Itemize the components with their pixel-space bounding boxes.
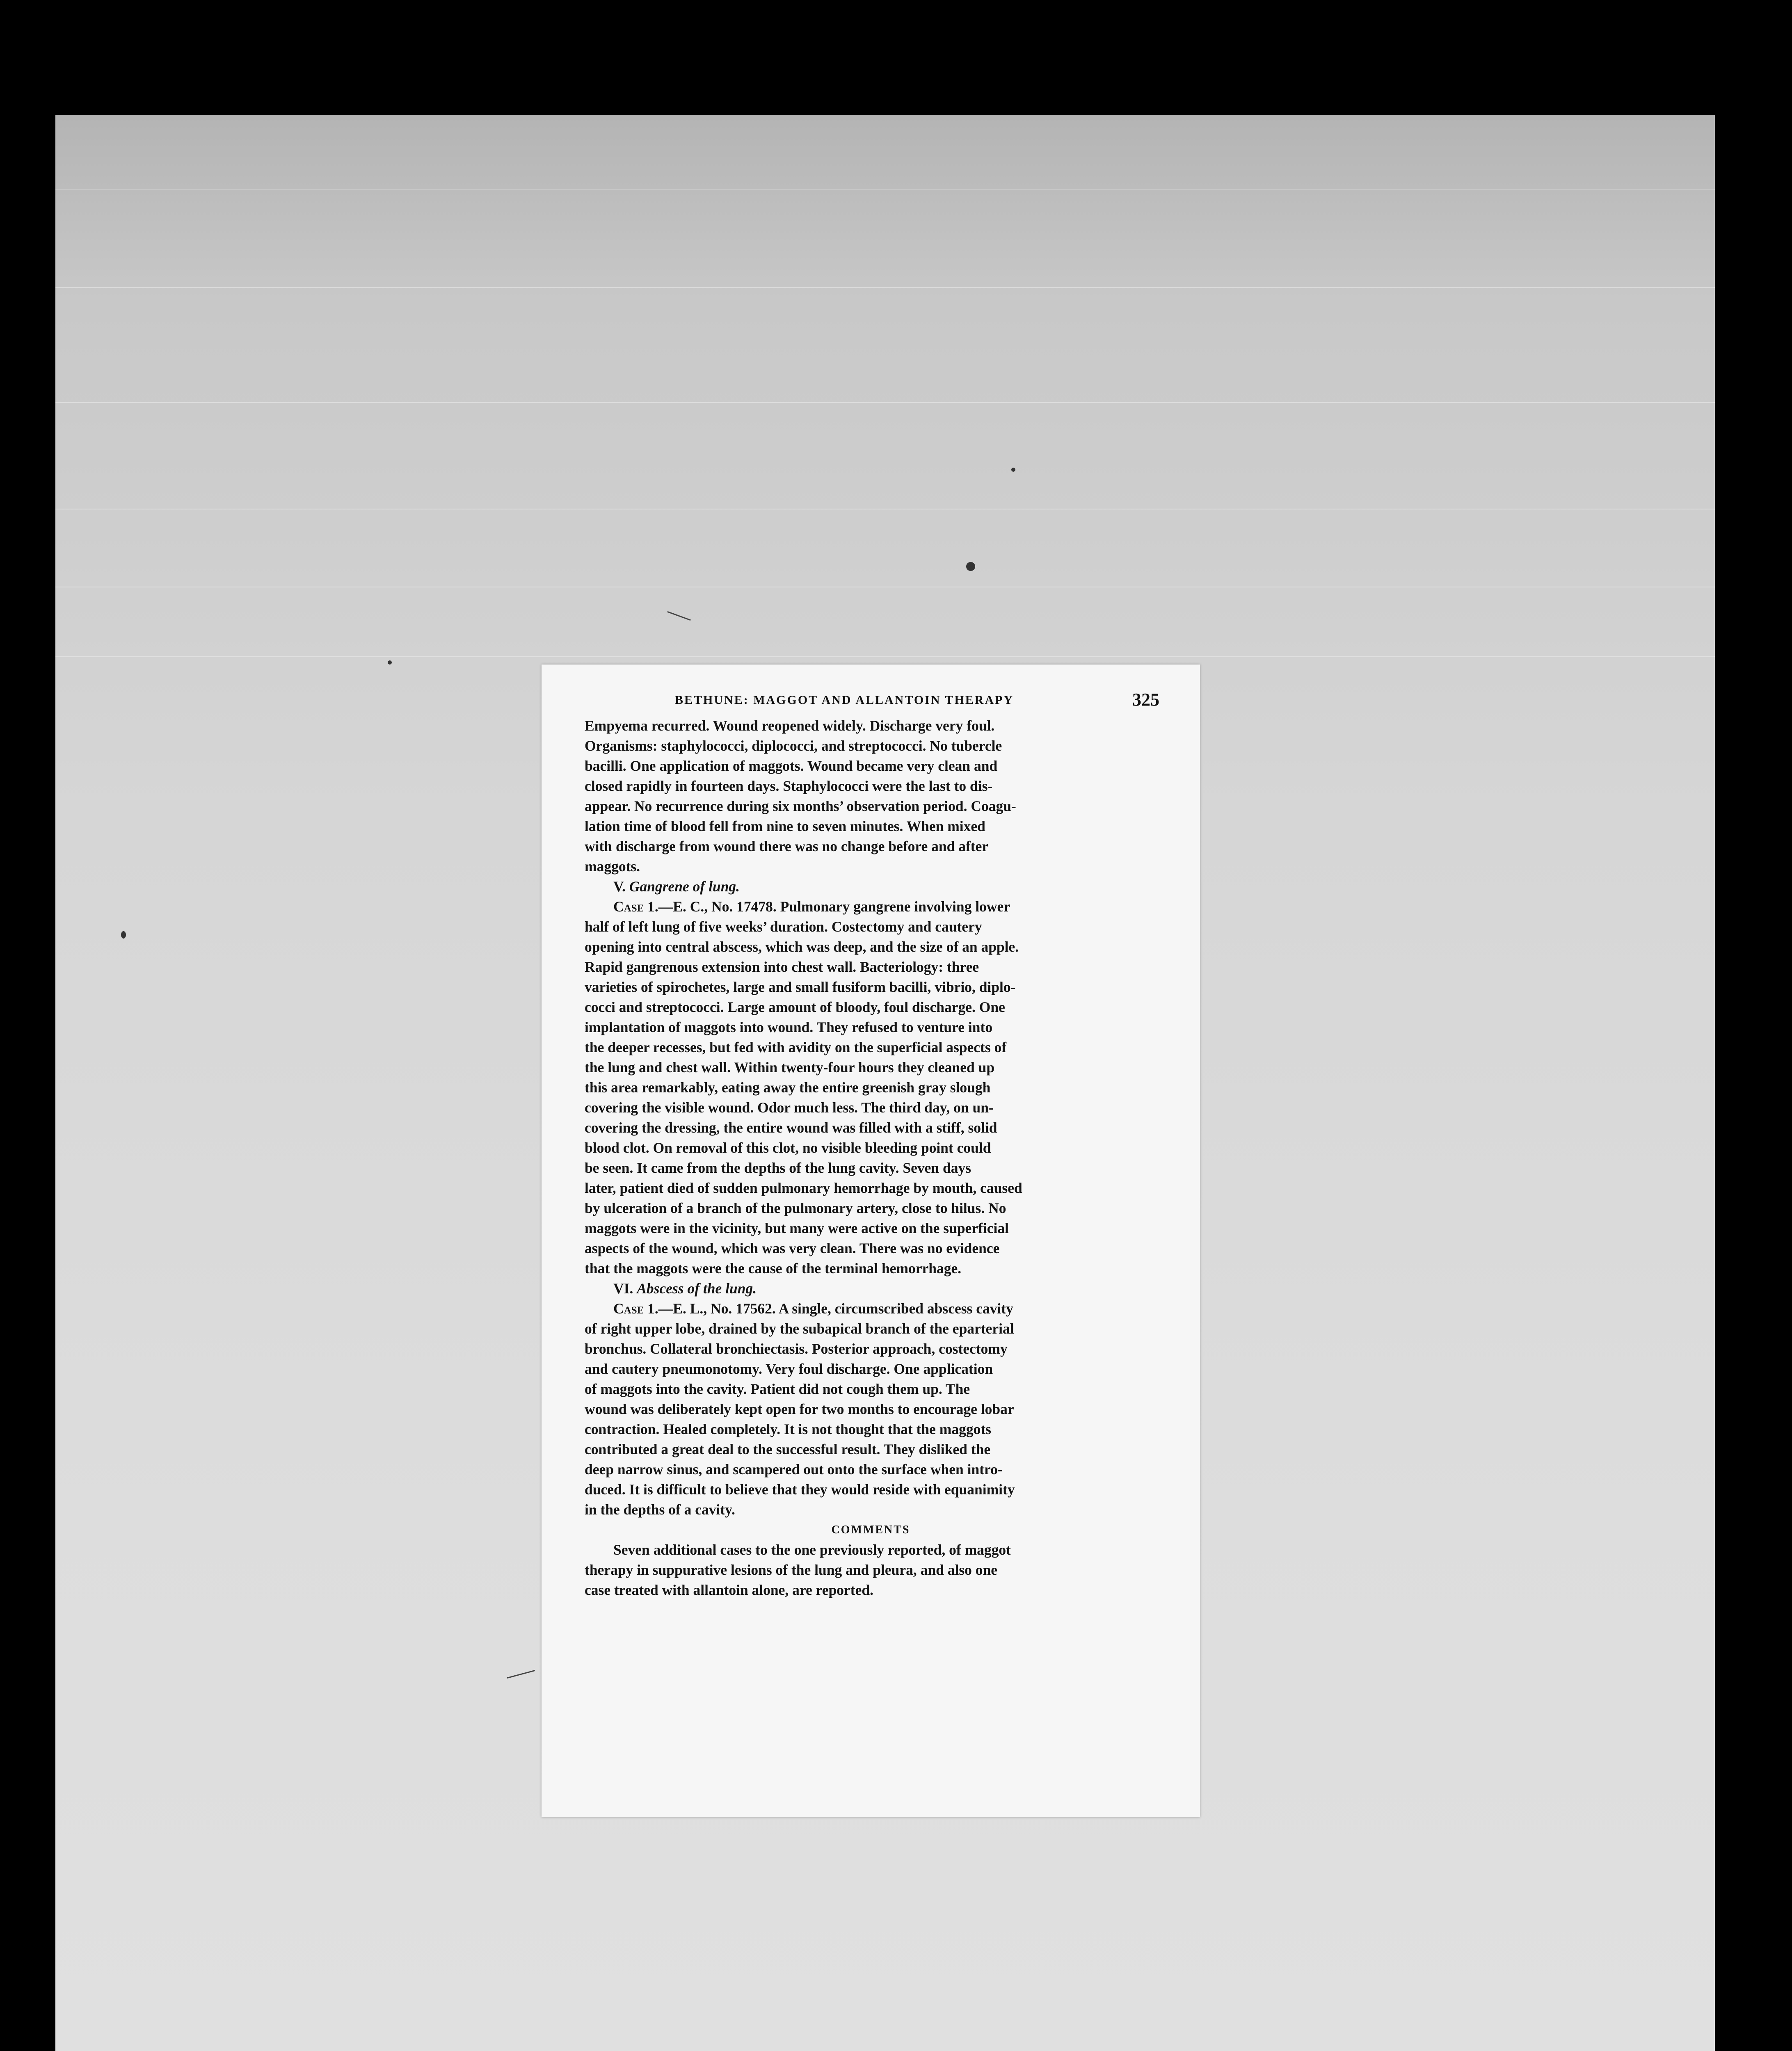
- text-line: deep narrow sinus, and scampered out onto the surface when intro-: [585, 1461, 1003, 1478]
- case-paragraph-start: Case 1.—E. L., No. 17562. A single, circumscribed abscess cavity: [613, 1300, 1013, 1317]
- body-text: [585, 716, 1157, 1600]
- text-line: lation time of blood fell from nine to seven minutes. When mixed: [585, 818, 985, 834]
- text-line: that the maggots were the cause of the terminal hemorrhage.: [585, 1260, 962, 1277]
- case-paragraph-start: Case 1.—E. C., No. 17478. Pulmonary gangrene involving lower: [613, 898, 1010, 915]
- text-line: Organisms: staphylococci, diplococci, and streptococci. No tubercle: [585, 738, 1002, 754]
- text-line: covering the visible wound. Odor much less. The third day, on un-: [585, 1099, 994, 1116]
- text-line: varieties of spirochetes, large and small fusiform bacilli, vibrio, diplo-: [585, 979, 1016, 995]
- dust-speck: [388, 660, 392, 665]
- document-page: [542, 665, 1200, 1817]
- scan-line: [55, 287, 1715, 288]
- text-line: bronchus. Collateral bronchiectasis. Posterior approach, costectomy: [585, 1341, 1008, 1357]
- dust-speck: [1011, 468, 1015, 472]
- text-line: appear. No recurrence during six months’ observation period. Coagu-: [585, 798, 1016, 814]
- text-line: opening into central abscess, which was deep, and the size of an apple.: [585, 939, 1019, 955]
- text-line: Rapid gangrenous extension into chest wall. Bacteriology: three: [585, 959, 979, 975]
- text-line: wound was deliberately kept open for two months to encourage lobar: [585, 1401, 1014, 1417]
- dust-speck: [121, 931, 126, 939]
- text-line: contraction. Healed completely. It is not thought that the maggots: [585, 1421, 991, 1437]
- running-head-title: BETHUNE: MAGGOT AND ALLANTOIN THERAPY: [675, 693, 1014, 707]
- text-line: implantation of maggots into wound. They refused to venture into: [585, 1019, 993, 1035]
- text-line: in the depths of a cavity.: [585, 1501, 735, 1518]
- text-line: the lung and chest wall. Within twenty-four hours they cleaned up: [585, 1059, 995, 1076]
- dust-speck: [966, 562, 975, 571]
- section-heading: VI. Abscess of the lung.: [613, 1280, 757, 1297]
- text-line: of maggots into the cavity. Patient did not cough them up. The: [585, 1381, 970, 1397]
- text-line: covering the dressing, the entire wound was filled with a stiff, solid: [585, 1119, 997, 1136]
- text-line: Empyema recurred. Wound reopened widely. Discharge very foul.: [585, 717, 995, 734]
- text-line: maggots.: [585, 858, 640, 875]
- text-line: and cautery pneumonotomy. Very foul discharge. One application: [585, 1361, 993, 1377]
- text-line: therapy in suppurative lesions of the lung and pleura, and also one: [585, 1562, 998, 1578]
- film-scratch: [667, 611, 690, 621]
- text-line: with discharge from wound there was no change before and after: [585, 838, 989, 854]
- text-line: Seven additional cases to the one previously reported, of maggot: [613, 1542, 1011, 1558]
- text-line: half of left lung of five weeks’ duration. Costectomy and cautery: [585, 918, 982, 935]
- text-line: bacilli. One application of maggots. Wound became very clean and: [585, 758, 998, 774]
- text-line: maggots were in the vicinity, but many were active on the superficial: [585, 1220, 1009, 1236]
- text-line: cocci and streptococci. Large amount of bloody, foul discharge. One: [585, 999, 1005, 1015]
- running-head: [542, 689, 1200, 714]
- text-line: duced. It is difficult to believe that they would reside with equanimity: [585, 1481, 1015, 1498]
- comments-heading: COMMENTS: [831, 1523, 910, 1536]
- text-line: case treated with allantoin alone, are reported.: [585, 1582, 873, 1598]
- text-line: aspects of the wound, which was very clean. There was no evidence: [585, 1240, 1000, 1256]
- text-line: later, patient died of sudden pulmonary hemorrhage by mouth, caused: [585, 1180, 1022, 1196]
- text-line: blood clot. On removal of this clot, no visible bleeding point could: [585, 1140, 991, 1156]
- film-scratch: [507, 1670, 535, 1679]
- section-heading: V. Gangrene of lung.: [613, 878, 740, 895]
- scan-line: [55, 402, 1715, 403]
- text-line: closed rapidly in fourteen days. Staphylococci were the last to dis-: [585, 778, 993, 794]
- microfilm-frame: [55, 115, 1715, 2051]
- scan-line: [55, 656, 1715, 657]
- text-line: this area remarkably, eating away the entire greenish gray slough: [585, 1079, 991, 1096]
- text-line: by ulceration of a branch of the pulmonary artery, close to hilus. No: [585, 1200, 1006, 1216]
- text-line: of right upper lobe, drained by the subapical branch of the eparterial: [585, 1320, 1014, 1337]
- text-line: be seen. It came from the depths of the lung cavity. Seven days: [585, 1160, 971, 1176]
- text-line: contributed a great deal to the successful result. They disliked the: [585, 1441, 991, 1457]
- page-number: 325: [1132, 690, 1159, 710]
- text-line: the deeper recesses, but fed with avidity on the superficial aspects of: [585, 1039, 1007, 1055]
- scan-line: [55, 189, 1715, 190]
